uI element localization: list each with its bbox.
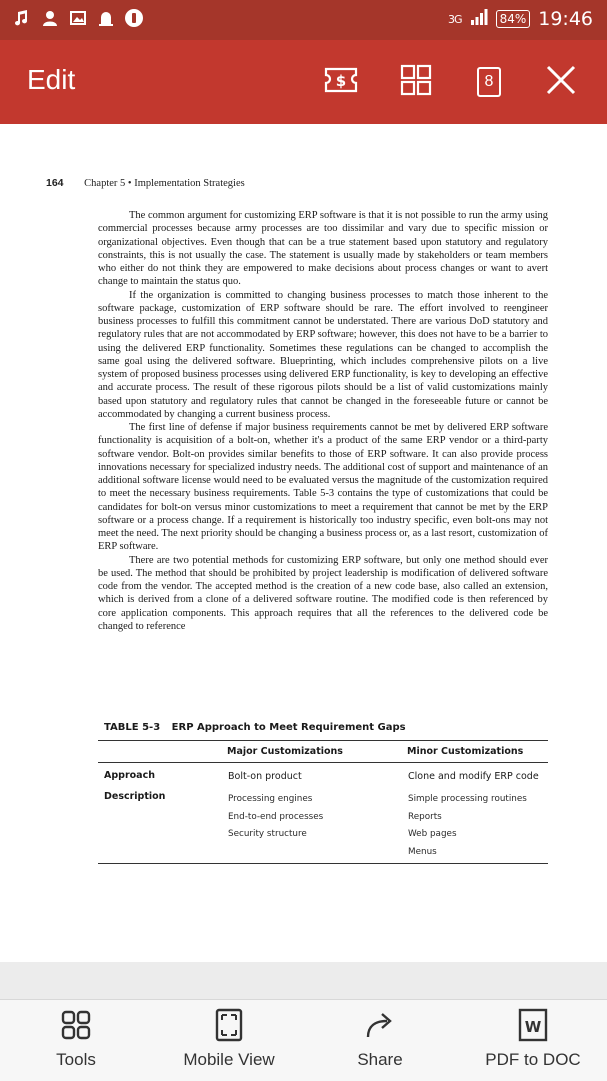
share-icon — [362, 1008, 398, 1042]
status-bar — [0, 0, 607, 40]
paragraph: The first line of defense if major business requirements cannot be met by delivered ERP software functionality is acquisition of a bolt-on, whether it's a product of the same ERP vendor or a third-party software vendor. Bolt-on provides similar benefits to those of ERP software. It can also provide process innovations necessary for specialized industry needs. The additional cost of support and maintenance of an additional software license would need to be evaluated versus the magnitude of the customization required to meet the necessary business requirements. Table 5-3 contains the type of customizations that could be candidates for bolt-on versus minor customizations to meet a requirement that cannot be met by the ERP software or a process change. If a requirement is historically too industry specific, even bolt-ons may not meet the need. The next priority should be changing a business process or, as a last resort, customization of ERP software. — [98, 422, 548, 553]
page-count-icon: 8 — [477, 67, 501, 97]
cell-line: End-to-end processes — [228, 811, 324, 822]
table-caption-id: TABLE 5-3 — [104, 722, 161, 733]
tools-label: Tools — [56, 1050, 96, 1069]
cell-line: Simple processing routines — [408, 794, 527, 804]
bottom-toolbar — [0, 999, 607, 1081]
close-icon — [545, 64, 577, 101]
paragraph: If the organization is committed to changing business processes to match those inherent to the software package, customization of ERP software should be rare. The effort involved to reengineer business processes to fulfill this commitment cannot be understated. There are various DoD statutory and regulatory rules that are not accommodated by ERP software; however, this does not have to be a barrier to using the delivered ERP functionality. Sometimes these regulations can be changed to accomplish the same goal using the delivered software. Blueprinting, which includes comprehensive pilots on a live system of proposed business processes using delivered ERP functionality, is key to developing an effective and accurate process. The result of these rigorous pilots should be a list of valid customizations mainly based upon statutory and regulatory rules that cannot be changed in the foreseeable future or cannot be accommodated by changing a current business process. — [98, 289, 548, 420]
battery-indicator: 84% — [496, 10, 531, 28]
erp-table — [98, 741, 548, 864]
word-doc-icon — [515, 1008, 551, 1042]
pdf-to-doc-button[interactable] — [479, 1000, 587, 1081]
page-count-button[interactable] — [469, 62, 509, 102]
messenger-icon — [124, 8, 144, 28]
table-caption-title: ERP Approach to Meet Requirement Gaps — [171, 722, 406, 733]
svg-text:W: W — [524, 1018, 542, 1036]
tools-icon — [58, 1008, 94, 1042]
body-text — [98, 209, 548, 633]
tools-button[interactable] — [46, 1000, 106, 1081]
cash-ticket-button[interactable] — [321, 62, 361, 102]
table-header-cell — [98, 741, 227, 763]
page-number: 164 — [46, 177, 64, 189]
page-header — [46, 177, 245, 189]
profile-icon — [40, 8, 60, 28]
notification-icons — [12, 8, 144, 28]
cell-line: Menus — [408, 846, 437, 857]
row-label-approach: Approach — [104, 770, 155, 781]
cell-line: Reports — [408, 811, 442, 822]
edit-button[interactable]: Edit — [27, 64, 76, 95]
svg-text:$: $ — [335, 71, 347, 90]
share-button[interactable] — [350, 1000, 410, 1081]
table-header-cell: Minor Customizations — [407, 741, 548, 763]
table-row — [98, 784, 548, 864]
mobile-view-label: Mobile View — [183, 1050, 275, 1069]
system-status — [448, 8, 593, 30]
share-label: Share — [357, 1050, 403, 1069]
mobile-view-icon — [211, 1008, 247, 1042]
erp-table-block — [98, 722, 548, 864]
pdf-to-doc-label: PDF to DOC — [485, 1050, 581, 1069]
image-icon — [68, 8, 88, 28]
signal-icon — [470, 9, 488, 30]
cell-line: Security structure — [228, 829, 307, 839]
table-header-cell: Major Customizations — [227, 741, 407, 763]
table-cell: Bolt-on product — [228, 771, 302, 782]
grid-view-icon — [400, 64, 432, 101]
table-cell — [227, 784, 407, 864]
table-caption — [98, 722, 548, 741]
document-page[interactable] — [0, 124, 607, 962]
table-row — [98, 763, 548, 785]
running-head: Chapter 5 • Implementation Strategies — [84, 178, 245, 189]
cell-line: Processing engines — [228, 794, 313, 804]
music-note-icon — [12, 8, 32, 28]
clock: 19:46 — [538, 8, 593, 30]
cell-line: Web pages — [408, 829, 457, 839]
table-header-row — [98, 741, 548, 763]
mobile-view-button[interactable] — [174, 1000, 284, 1081]
close-button[interactable] — [541, 62, 581, 102]
paragraph: The common argument for customizing ERP software is that it is not possible to run the army using commercial processes because army processes are too dissimilar and vary due to specific mission or organizational objectives. Even though that can be a true statement based upon statutory and regulatory constraints, this is not usually the case. The statement is usually made by stakeholders or team members who either do not think they are empowered to make decisions about process changes or want to avert change to maintain the status quo. — [98, 210, 548, 288]
paragraph: There are two potential methods for customizing ERP software, but only one method should ever be used. The method that should be prohibited by project leadership is modification of delivered software code from the vendor. The accepted method is the creation of a new code base, also called an extension, which is derived from a clone of a delivered software routine. The modified code is then referenced by core application components. This approach requires that all the references to the delivered code be changed to reference — [98, 554, 548, 632]
table-cell: Clone and modify ERP code — [408, 771, 539, 782]
network-type: 3G — [448, 12, 462, 26]
alarm-icon — [96, 8, 116, 28]
row-label-description: Description — [98, 784, 227, 864]
table-cell — [407, 784, 548, 864]
cash-ticket-icon — [322, 65, 360, 100]
grid-view-button[interactable] — [396, 62, 436, 102]
app-bar — [0, 40, 607, 124]
